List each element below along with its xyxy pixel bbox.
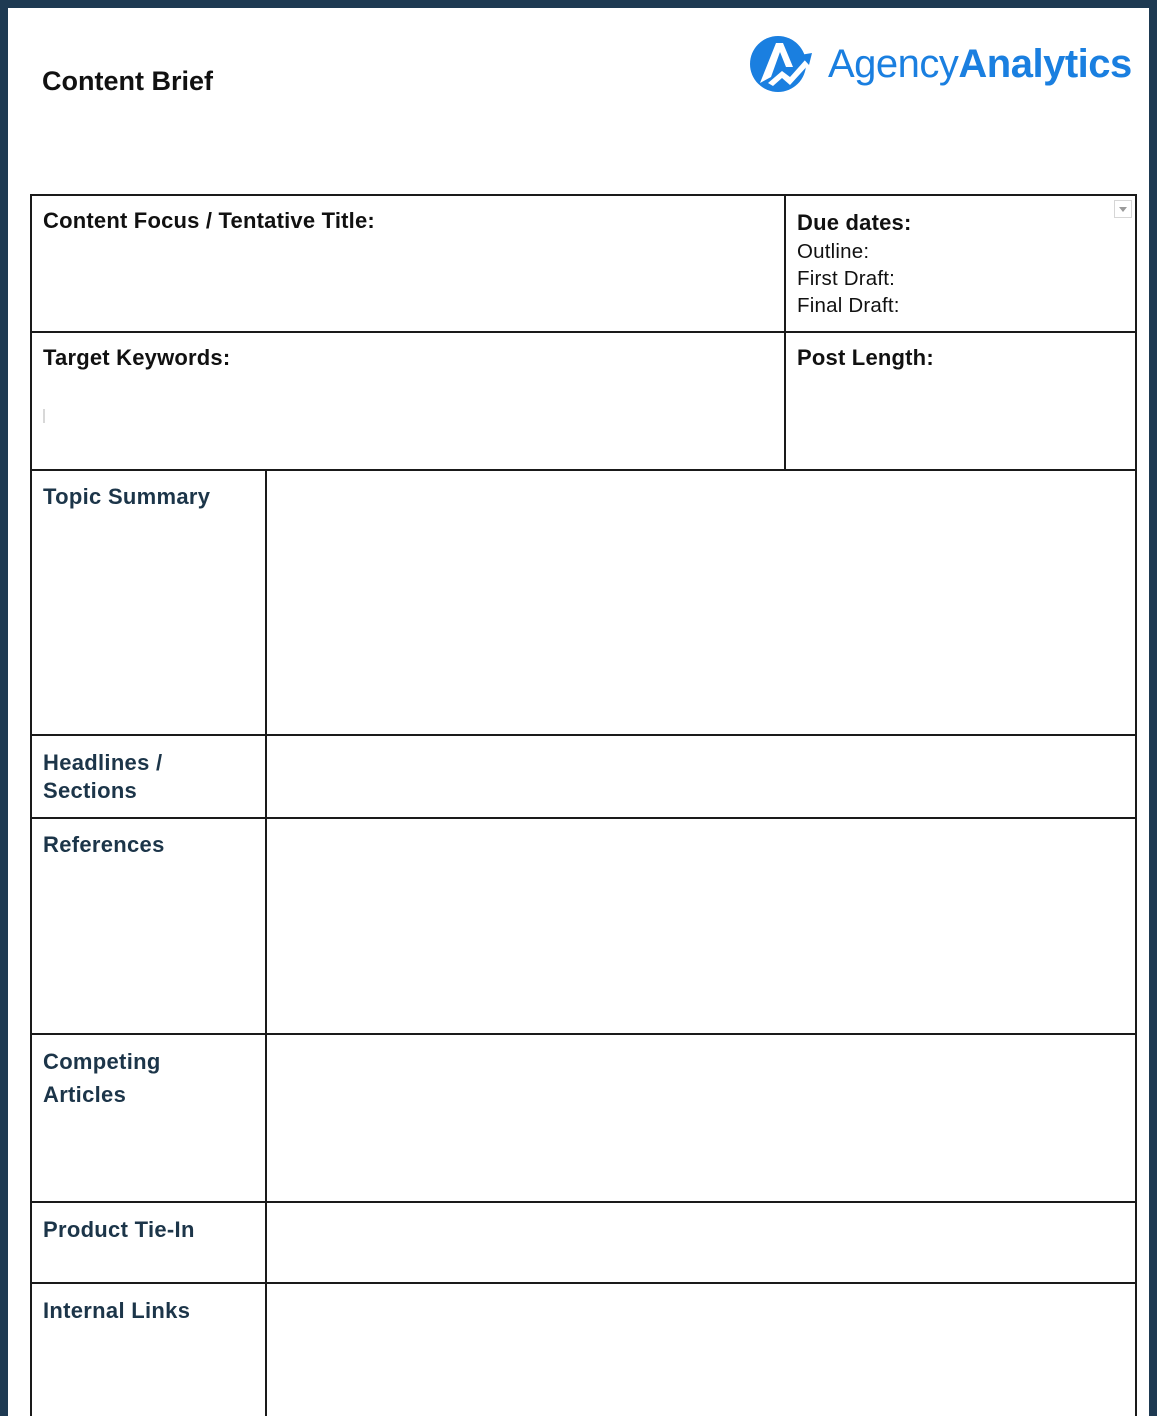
dropdown-arrow-icon[interactable] [1114, 200, 1132, 218]
text-cursor-mark [43, 409, 45, 423]
target-keywords-cell[interactable] [31, 332, 785, 470]
competing-articles-label-line2: Articles [43, 1082, 127, 1107]
product-tie-in-label: Product Tie-In [43, 1217, 195, 1242]
headlines-sections-input-cell[interactable] [266, 735, 1136, 818]
references-input-cell[interactable] [266, 818, 1136, 1034]
content-focus-label: Content Focus / Tentative Title: [43, 208, 375, 233]
competing-articles-input-cell[interactable] [266, 1034, 1136, 1202]
table-row [31, 332, 1136, 470]
final-draft-label: Final Draft: [797, 294, 900, 317]
outline-label: Outline: [797, 240, 870, 263]
section-label-cell [31, 1034, 266, 1202]
product-tie-in-input-cell[interactable] [266, 1202, 1136, 1283]
headlines-sections-label-line2: Sections [43, 778, 138, 803]
table-row [31, 470, 1136, 735]
topic-summary-label: Topic Summary [43, 484, 211, 509]
due-dates-label: Due dates: [797, 210, 912, 235]
document-page [8, 8, 1149, 1416]
content-focus-cell[interactable] [31, 195, 785, 332]
due-dates-cell[interactable] [785, 195, 1136, 332]
table-row [31, 1034, 1136, 1202]
page-title: Content Brief [42, 66, 213, 96]
post-length-cell[interactable] [785, 332, 1136, 470]
section-label-cell [31, 1283, 266, 1416]
target-keywords-label: Target Keywords: [43, 345, 231, 370]
competing-articles-label-line1: Competing [43, 1049, 161, 1074]
table-row [31, 1202, 1136, 1283]
brand-name-light: Agency [828, 41, 959, 86]
references-label: References [43, 832, 165, 857]
table-row [31, 818, 1136, 1034]
table-row [31, 735, 1136, 818]
section-label-cell [31, 1202, 266, 1283]
first-draft-label: First Draft: [797, 267, 896, 290]
headlines-sections-label-line1: Headlines / [43, 750, 163, 775]
section-label-cell [31, 818, 266, 1034]
internal-links-input-cell[interactable] [266, 1283, 1136, 1416]
topic-summary-input-cell[interactable] [266, 470, 1136, 735]
brand-wordmark [828, 42, 1132, 87]
content-brief-table [30, 194, 1137, 1416]
brand-logo [746, 32, 1132, 96]
table-row [31, 1283, 1136, 1416]
brand-name-bold: Analytics [958, 41, 1132, 86]
internal-links-label: Internal Links [43, 1298, 191, 1323]
section-label-cell [31, 735, 266, 818]
post-length-label: Post Length: [797, 345, 934, 370]
agencyanalytics-logo-icon [746, 33, 812, 95]
section-label-cell [31, 470, 266, 735]
table-row [31, 195, 1136, 332]
